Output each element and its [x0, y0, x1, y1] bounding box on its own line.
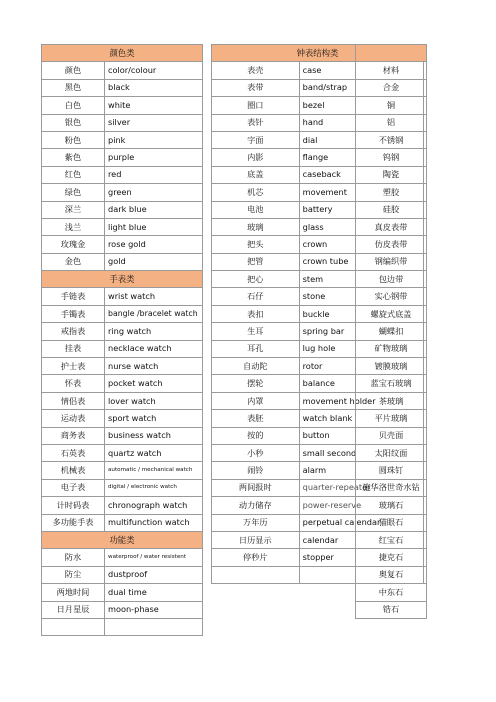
english-term: black — [105, 79, 203, 96]
english-term: pink — [105, 131, 203, 148]
chinese-term: 银色 — [42, 114, 105, 131]
table-row — [356, 514, 427, 531]
material-term: 太阳纹面 — [356, 444, 427, 461]
table-row — [42, 340, 203, 357]
table-row — [356, 79, 427, 96]
table-row — [356, 497, 427, 514]
chinese-term: 红色 — [42, 166, 105, 183]
english-term: stone — [299, 288, 423, 305]
left-table — [41, 44, 203, 636]
english-term: glass — [299, 218, 423, 235]
chinese-term: 圈口 — [212, 97, 300, 114]
table-row — [42, 514, 203, 531]
table-row — [42, 114, 203, 131]
chinese-term: 电池 — [212, 201, 300, 218]
material-term: 钢编织带 — [356, 253, 427, 270]
table-row — [356, 566, 427, 583]
chinese-term: 防水 — [42, 549, 105, 566]
english-term: dark blue — [105, 201, 203, 218]
table-row — [42, 253, 203, 270]
table-row — [42, 97, 203, 114]
table-row — [356, 236, 427, 253]
english-term: quartz watch — [105, 444, 203, 461]
table-row — [356, 253, 427, 270]
english-term: alarm — [299, 462, 423, 479]
table-row — [356, 62, 427, 79]
chinese-term: 摆轮 — [212, 375, 300, 392]
english-term: dustproof — [105, 566, 203, 583]
material-term: 材料 — [356, 62, 427, 79]
english-term: stem — [299, 271, 423, 288]
chinese-term: 字面 — [212, 131, 300, 148]
english-term: balance — [299, 375, 423, 392]
table-row — [42, 323, 203, 340]
material-term: 贝壳面 — [356, 427, 427, 444]
chinese-term: 日月星辰 — [42, 601, 105, 618]
chinese-term: 戒指表 — [42, 323, 105, 340]
english-term: gold — [105, 253, 203, 270]
section-title-materials — [356, 45, 427, 62]
english-term: perpetual calendar — [299, 514, 423, 531]
material-term: 塑胶 — [356, 184, 427, 201]
table-row — [42, 479, 203, 496]
chinese-term: 商务表 — [42, 427, 105, 444]
table-row — [42, 375, 203, 392]
english-term: ring watch — [105, 323, 203, 340]
section-header-row — [42, 531, 203, 548]
table-row — [356, 444, 427, 461]
english-term: multifunction watch — [105, 514, 203, 531]
chinese-term: 浅兰 — [42, 218, 105, 235]
chinese-term: 护士表 — [42, 358, 105, 375]
english-term: flange — [299, 149, 423, 166]
english-term: movement holder — [299, 392, 423, 409]
english-term: lug hole — [299, 340, 423, 357]
english-term: green — [105, 184, 203, 201]
chinese-term: 停秒片 — [212, 549, 300, 566]
material-term: 硅胶 — [356, 201, 427, 218]
material-term: 不锈钢 — [356, 131, 427, 148]
section-title-colors: 颜色类 — [42, 45, 203, 62]
chinese-term: 表胚 — [212, 410, 300, 427]
material-term: 茶玻璃 — [356, 392, 427, 409]
material-term: 锆石 — [356, 601, 427, 618]
english-term: moon-phase — [105, 601, 203, 618]
english-term: rose gold — [105, 236, 203, 253]
chinese-term: 把管 — [212, 253, 300, 270]
materials-table — [355, 44, 427, 619]
section-header-row — [356, 45, 427, 62]
table-row — [356, 358, 427, 375]
table-row — [356, 323, 427, 340]
section-header-row — [42, 45, 203, 62]
section-title-watches: 手表类 — [42, 271, 203, 288]
chinese-term: 机芯 — [212, 184, 300, 201]
table-row — [42, 444, 203, 461]
chinese-term: 白色 — [42, 97, 105, 114]
english-term: red — [105, 166, 203, 183]
english-term: spring bar — [299, 323, 423, 340]
english-term: wrist watch — [105, 288, 203, 305]
chinese-term: 手链表 — [42, 288, 105, 305]
material-term: 螺旋式底盖 — [356, 305, 427, 322]
table-row — [42, 462, 203, 479]
chinese-term: 两间报时 — [212, 479, 300, 496]
chinese-term: 粉色 — [42, 131, 105, 148]
english-term: digital / electronic watch — [105, 479, 203, 496]
chinese-term: 内影 — [212, 149, 300, 166]
chinese-term: 挂表 — [42, 340, 105, 357]
table-row — [356, 305, 427, 322]
english-term: lover watch — [105, 392, 203, 409]
material-term: 钨钢 — [356, 149, 427, 166]
english-term: silver — [105, 114, 203, 131]
section-title-structure: 钟表结构类 — [212, 45, 424, 62]
table-row — [356, 392, 427, 409]
material-term: 玻璃石 — [356, 497, 427, 514]
chinese-term: 石英表 — [42, 444, 105, 461]
chinese-term: 按的 — [212, 427, 300, 444]
chinese-term: 两地时间 — [42, 584, 105, 601]
chinese-term: 深兰 — [42, 201, 105, 218]
chinese-term: 玫瑰金 — [42, 236, 105, 253]
chinese-term: 底盖 — [212, 166, 300, 183]
chinese-term: 闹铃 — [212, 462, 300, 479]
english-term: stopper — [299, 549, 423, 566]
table-row — [42, 201, 203, 218]
material-term: 施华洛世奇水钻 — [356, 479, 427, 496]
english-term: button — [299, 427, 423, 444]
chinese-term: 黑色 — [42, 79, 105, 96]
english-term: movement — [299, 184, 423, 201]
chinese-term: 内罩 — [212, 392, 300, 409]
table-row — [42, 549, 203, 566]
table-row — [42, 218, 203, 235]
english-term: crown — [299, 236, 423, 253]
english-term: purple — [105, 149, 203, 166]
english-term: case — [299, 62, 423, 79]
chinese-term: 玻璃 — [212, 218, 300, 235]
material-term: 陶瓷 — [356, 166, 427, 183]
table-row — [356, 131, 427, 148]
chinese-term: 机械表 — [42, 462, 105, 479]
english-term: color/colour — [105, 62, 203, 79]
table-row — [356, 218, 427, 235]
material-term: 蝴蝶扣 — [356, 323, 427, 340]
table-row — [356, 410, 427, 427]
table-row — [356, 427, 427, 444]
english-term: pocket watch — [105, 375, 203, 392]
table-row — [356, 288, 427, 305]
english-term: band/strap — [299, 79, 423, 96]
chinese-term: 情侣表 — [42, 392, 105, 409]
material-term: 平片玻璃 — [356, 410, 427, 427]
english-term: caseback — [299, 166, 423, 183]
chinese-term: 表针 — [212, 114, 300, 131]
table-row — [42, 566, 203, 583]
material-term: 红宝石 — [356, 531, 427, 548]
table-row — [356, 549, 427, 566]
english-term: dial — [299, 131, 423, 148]
material-term: 捷克石 — [356, 549, 427, 566]
chinese-term: 运动表 — [42, 410, 105, 427]
empty-cell — [212, 566, 300, 583]
section-title-functions: 功能类 — [42, 531, 203, 548]
chinese-term: 石仔 — [212, 288, 300, 305]
english-term: dual time — [105, 584, 203, 601]
english-term: necklace watch — [105, 340, 203, 357]
material-term: 奥复石 — [356, 566, 427, 583]
table-row — [356, 201, 427, 218]
english-term: calendar — [299, 531, 423, 548]
table-row — [42, 358, 203, 375]
english-term: crown tube — [299, 253, 423, 270]
english-term: rotor — [299, 358, 423, 375]
table-row — [42, 184, 203, 201]
material-term: 真皮表带 — [356, 218, 427, 235]
material-term: 蓝宝石玻璃 — [356, 375, 427, 392]
table-row — [356, 584, 427, 601]
section-header-row — [42, 271, 203, 288]
table-row — [42, 392, 203, 409]
table-row — [42, 149, 203, 166]
english-term: battery — [299, 201, 423, 218]
table-row — [356, 531, 427, 548]
chinese-term: 动力储存 — [212, 497, 300, 514]
table-row — [42, 79, 203, 96]
material-term: 包边带 — [356, 271, 427, 288]
table-row — [42, 62, 203, 79]
chinese-term: 颜色 — [42, 62, 105, 79]
english-term: white — [105, 97, 203, 114]
english-term: nurse watch — [105, 358, 203, 375]
chinese-term: 紫色 — [42, 149, 105, 166]
empty-row — [42, 618, 203, 635]
english-term: watch blank — [299, 410, 423, 427]
chinese-term: 手镯表 — [42, 305, 105, 322]
table-row — [356, 114, 427, 131]
english-term: sport watch — [105, 410, 203, 427]
english-term: small second — [299, 444, 423, 461]
table-row — [356, 166, 427, 183]
english-term: chronograph watch — [105, 497, 203, 514]
table-row — [42, 288, 203, 305]
chinese-term: 把头 — [212, 236, 300, 253]
chinese-term: 表壳 — [212, 62, 300, 79]
english-term: buckle — [299, 305, 423, 322]
material-term: 合金 — [356, 79, 427, 96]
material-term: 矿物玻璃 — [356, 340, 427, 357]
material-term: 中东石 — [356, 584, 427, 601]
chinese-term: 小秒 — [212, 444, 300, 461]
chinese-term: 绿色 — [42, 184, 105, 201]
table-row — [356, 601, 427, 618]
english-term: power-reserve — [299, 497, 423, 514]
english-term: light blue — [105, 218, 203, 235]
english-term: bezel — [299, 97, 423, 114]
chinese-term: 金色 — [42, 253, 105, 270]
table-row — [356, 271, 427, 288]
chinese-term: 电子表 — [42, 479, 105, 496]
chinese-term: 生耳 — [212, 323, 300, 340]
material-term: 猫眼石 — [356, 514, 427, 531]
empty-cell — [105, 618, 203, 635]
chinese-term: 万年历 — [212, 514, 300, 531]
table-row — [356, 479, 427, 496]
chinese-term: 多功能手表 — [42, 514, 105, 531]
chinese-term: 日历显示 — [212, 531, 300, 548]
material-term: 铜 — [356, 97, 427, 114]
chinese-term: 耳孔 — [212, 340, 300, 357]
english-term: hand — [299, 114, 423, 131]
english-term: waterproof / water resistent — [105, 549, 203, 566]
english-term: bangle /bracelet watch — [105, 305, 203, 322]
chinese-term: 怀表 — [42, 375, 105, 392]
table-row — [356, 462, 427, 479]
chinese-term: 把心 — [212, 271, 300, 288]
material-term: 仿皮表带 — [356, 236, 427, 253]
empty-cell — [42, 618, 105, 635]
english-term: quarter-repeater — [299, 479, 423, 496]
table-row — [356, 149, 427, 166]
table-row — [356, 184, 427, 201]
table-row — [356, 97, 427, 114]
chinese-term: 表带 — [212, 79, 300, 96]
table-row — [42, 166, 203, 183]
material-term: 镀膜玻璃 — [356, 358, 427, 375]
table-row — [42, 305, 203, 322]
table-row — [42, 131, 203, 148]
chinese-term: 表扣 — [212, 305, 300, 322]
material-term: 实心钢带 — [356, 288, 427, 305]
chinese-term: 自动陀 — [212, 358, 300, 375]
chinese-term: 计时码表 — [42, 497, 105, 514]
material-term: 铝 — [356, 114, 427, 131]
english-term: business watch — [105, 427, 203, 444]
chinese-term: 防尘 — [42, 566, 105, 583]
table-row — [42, 601, 203, 618]
english-term: automatic / mechanical watch — [105, 462, 203, 479]
table-row — [42, 410, 203, 427]
table-row — [356, 340, 427, 357]
table-row — [356, 375, 427, 392]
material-term: 圆珠钉 — [356, 462, 427, 479]
table-row — [42, 584, 203, 601]
table-row — [42, 236, 203, 253]
table-row — [42, 497, 203, 514]
table-row — [42, 427, 203, 444]
